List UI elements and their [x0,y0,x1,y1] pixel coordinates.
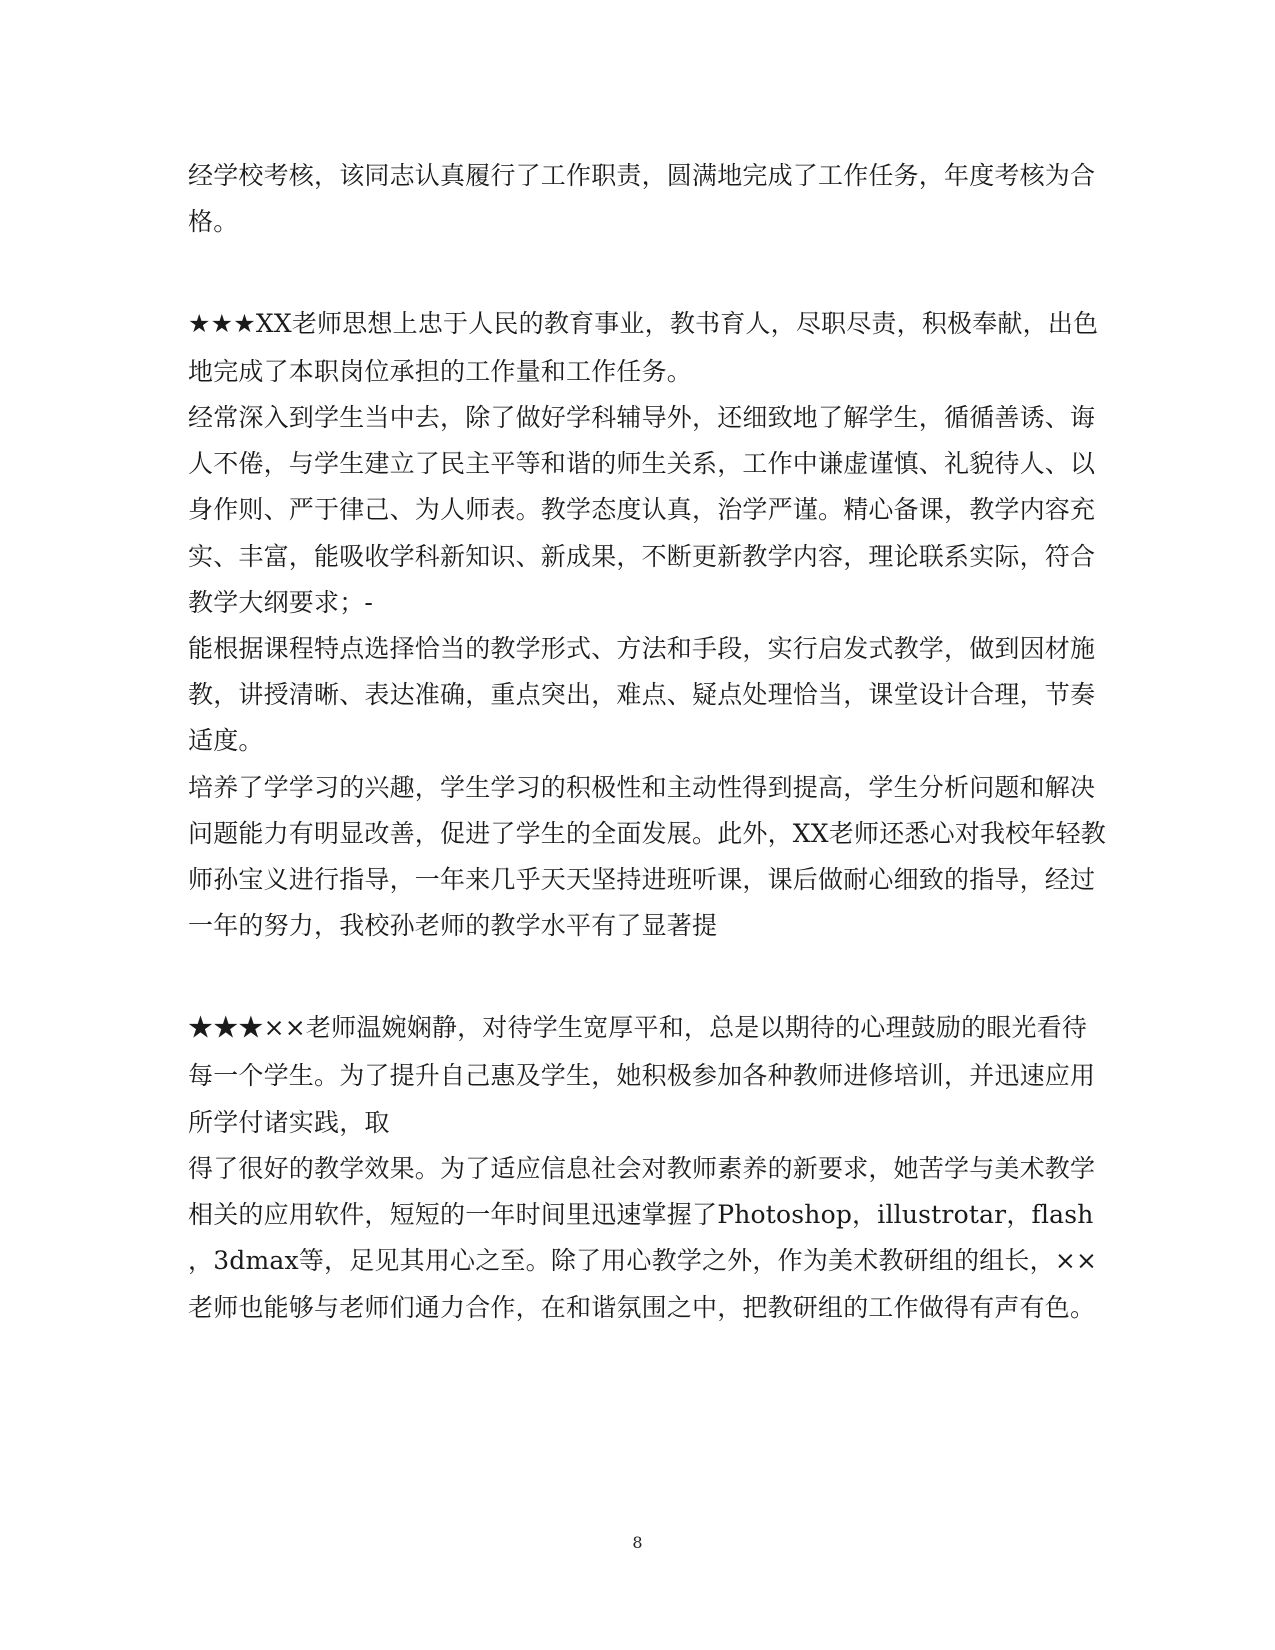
text-line: ★★★XX老师思想上忠于人民的教育事业，教书育人，尽职尽责，积极奉献，出色 [188,309,1099,338]
text-line: 实、丰富，能吸收学科新知识、新成果，不断更新教学内容，理论联系实际，符合 [188,542,1096,571]
text-line: 教，讲授清晰、表达准确，重点突出，难点、疑点处理恰当，课堂设计合理，节奏 [188,680,1096,709]
text-line: ★★★××老师温婉娴静，对待学生宽厚平和，总是以期待的心理鼓励的眼光看待 [188,1013,1088,1042]
text-line: 适度。 [188,726,264,755]
text-line: 老师也能够与老师们通力合作，在和谐氛围之中，把教研组的工作做得有声有色。 [188,1293,1096,1322]
text-line: 一年的努力，我校孙老师的教学水平有了显著提 [188,911,718,940]
page-number: 8 [632,1533,643,1552]
text-line: 人不倦，与学生建立了民主平等和谐的师生关系，工作中谦虚谨慎、礼貌待人、以 [188,449,1096,478]
text-line: 能根据课程特点选择恰当的教学形式、方法和手段，实行启发式教学，做到因材施 [188,634,1096,663]
text-line: 地完成了本职岗位承担的工作量和工作任务。 [188,357,693,386]
text-line: 问题能力有明显改善，促进了学生的全面发展。此外，XX老师还悉心对我校年轻教 [188,819,1106,848]
text-line: 经常深入到学生当中去，除了做好学科辅导外，还细致地了解学生，循循善诱、诲 [188,403,1096,432]
text-line: 教学大纲要求；- [188,588,374,617]
text-line: 身作则、严于律己、为人师表。教学态度认真，治学严谨。精心备课，教学内容充 [188,495,1096,524]
text-line: 经学校考核，该同志认真履行了工作职责，圆满地完成了工作任务，年度考核为合 [188,161,1096,190]
text-line: 培养了学学习的兴趣，学生学习的积极性和主动性得到提高，学生分析问题和解决 [188,773,1096,802]
text-line: 师孙宝义进行指导，一年来几乎天天坚持进班听课，课后做耐心细致的指导，经过 [188,865,1096,894]
text-line: 所学付诸实践，取 [188,1108,390,1137]
text-line: 相关的应用软件，短短的一年时间里迅速掌握了Photoshop，illustrotar，flash [188,1200,1094,1229]
text-line: 得了很好的教学效果。为了适应信息社会对教师素养的新要求，她苦学与美术教学 [188,1154,1096,1183]
text-line: ，3dmax等，足见其用心之至。除了用心教学之外，作为美术教研组的组长，×× [188,1246,1098,1275]
text-line: 每一个学生。为了提升自己惠及学生，她积极参加各种教师进修培训，并迅速应用 [188,1061,1096,1090]
text-line: 格。 [188,207,239,236]
